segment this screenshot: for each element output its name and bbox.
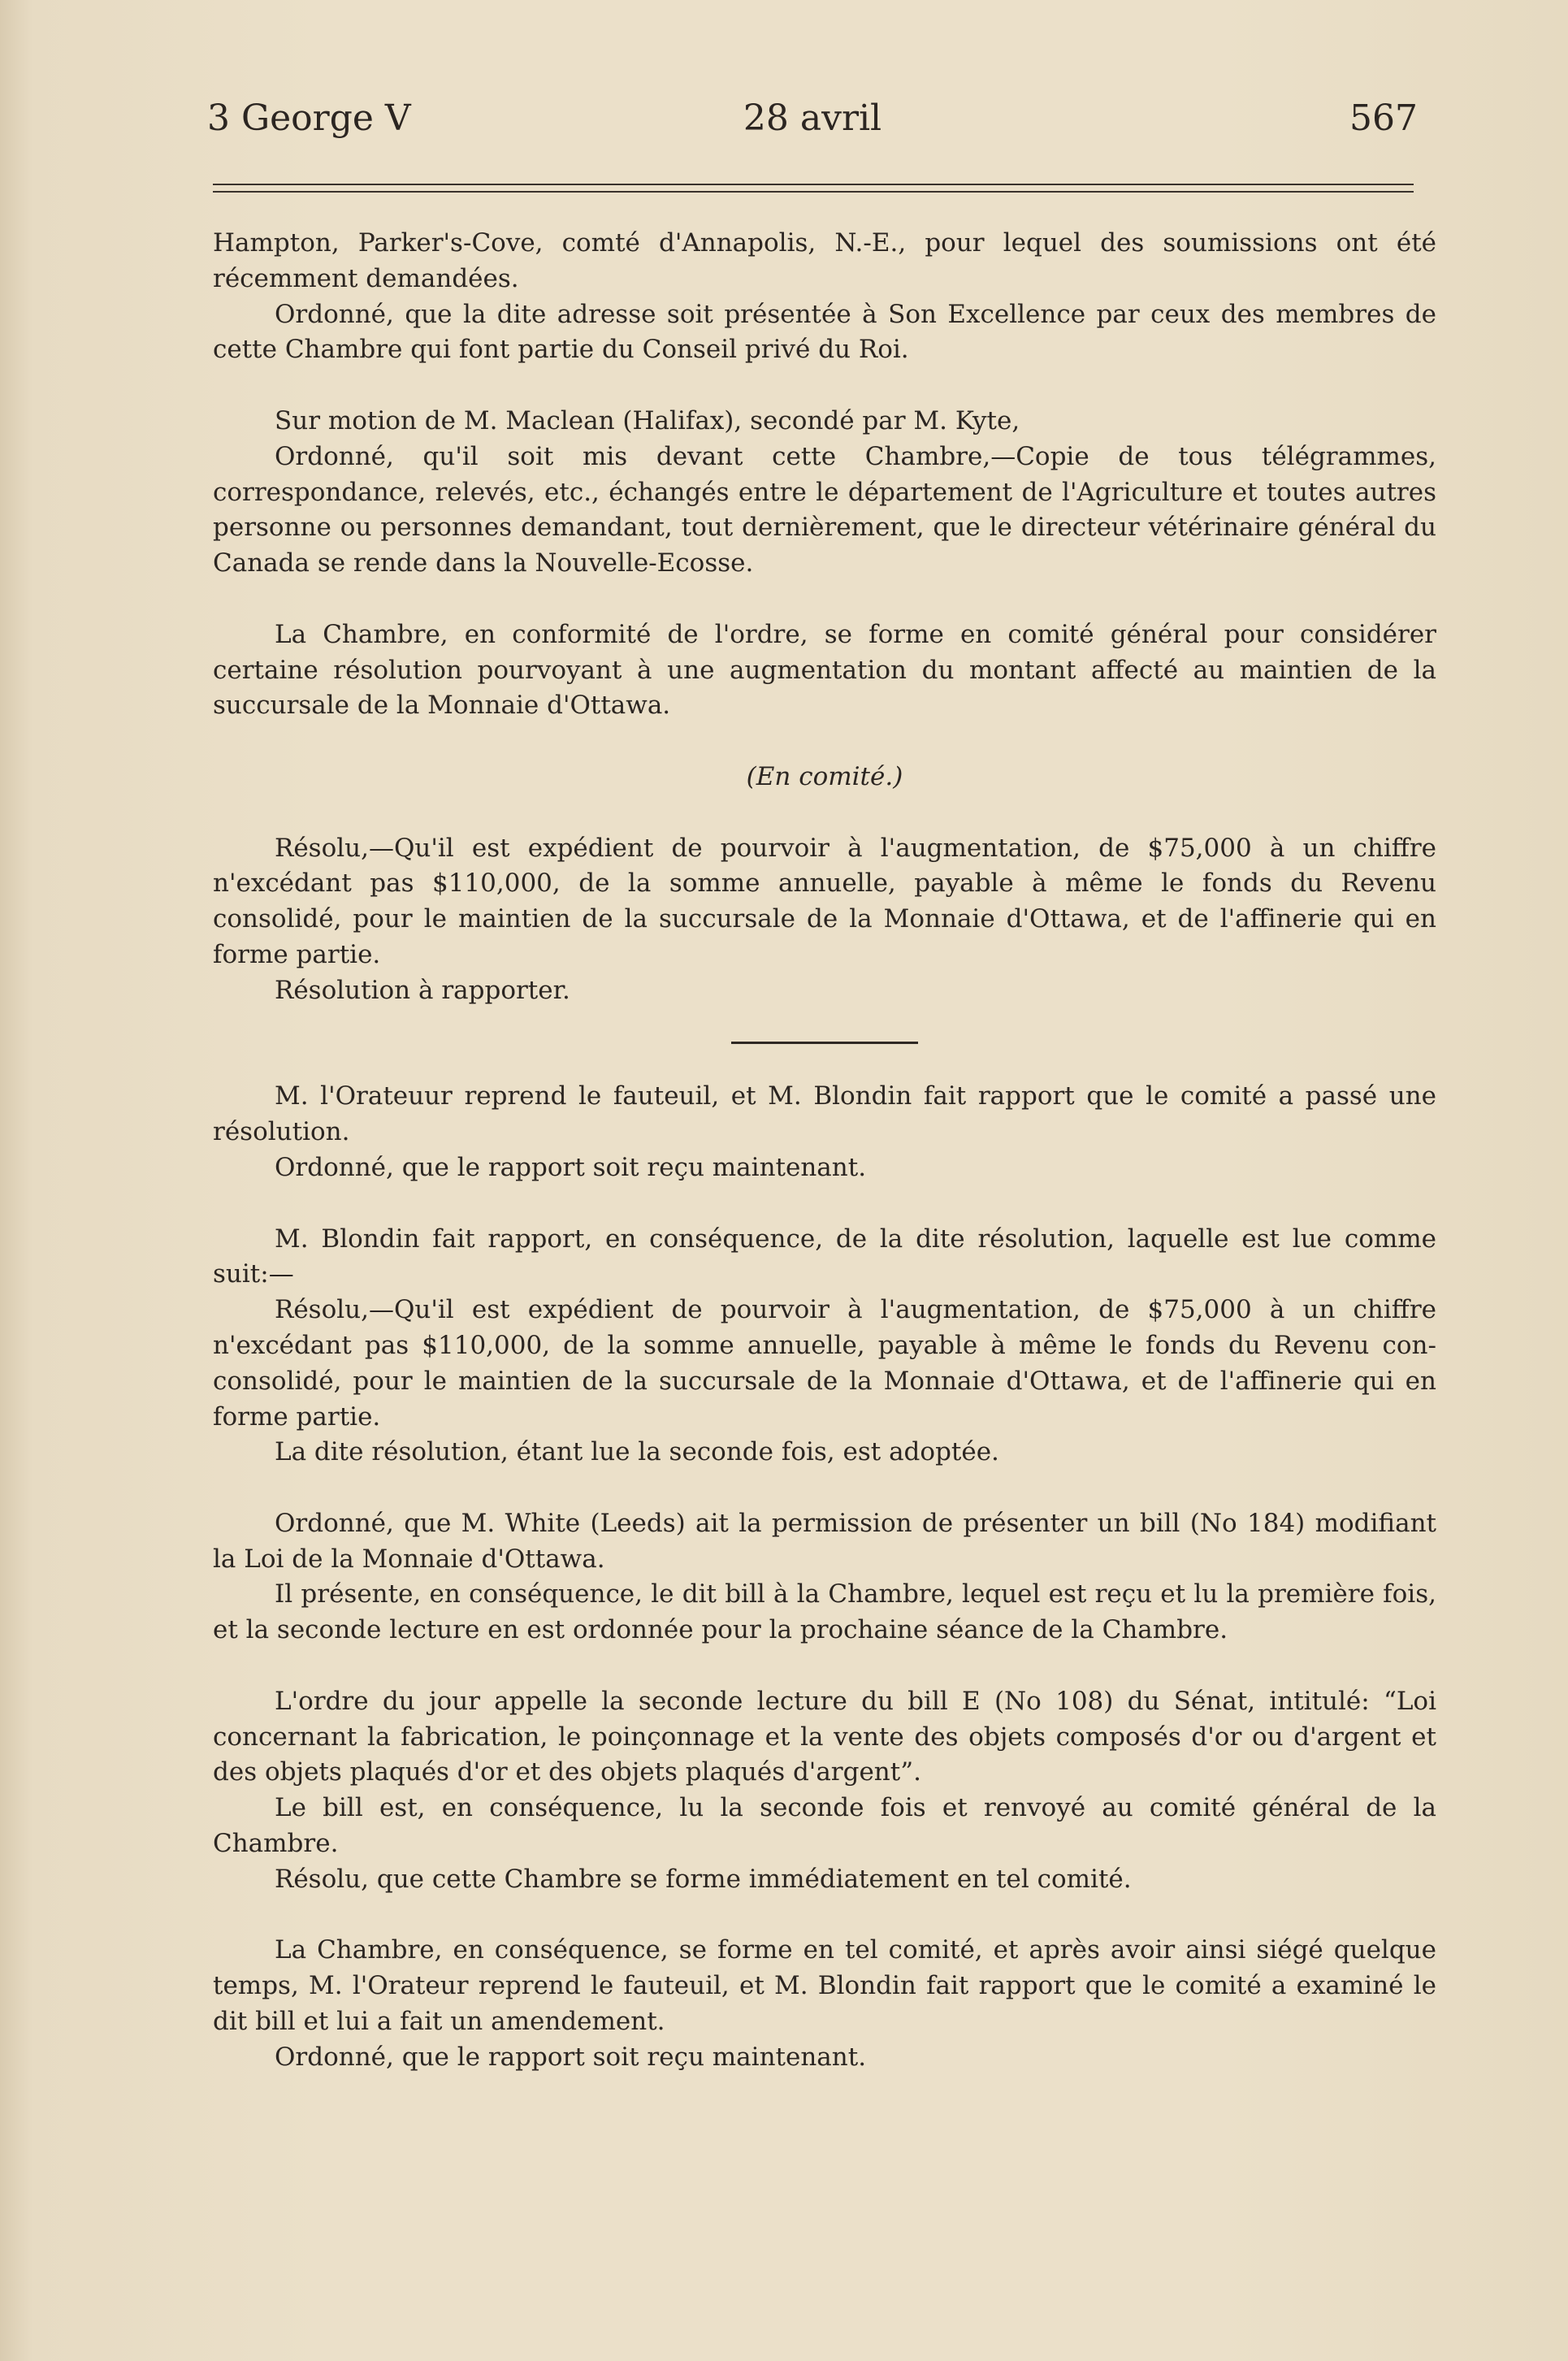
- paragraph: M. l'Orateuur reprend le fauteuil, et M. Blondin fait rapport que le comité a passé une résolution.: [213, 1081, 1436, 1147]
- paragraph: Il présente, en conséquence, le dit bill à la Chambre, lequel est reçu et lu la première fois, et la seconde lecture en est ordonnée pour la prochaine séance de la Chambre.: [213, 1579, 1436, 1645]
- paragraph: Ordonné, que le rapport soit reçu maintenant.: [275, 2042, 867, 2072]
- paragraph: Résolu,—Qu'il est expédient de pourvoir à l'augmentation, de $75,000 à un chiffre n'excédant pas $110,000, de la somme annuelle, payable à même le fonds du Revenu con-consolidé, pour le maintien de la succursale de la Monnaie d'Ottawa, et de l'affinerie qui en forme partie.: [213, 1295, 1436, 1432]
- header-rule-top: [213, 184, 1414, 185]
- paragraph: La dite résolution, étant lue la seconde fois, est adoptée.: [275, 1437, 999, 1467]
- paragraph-gap: [213, 582, 1436, 617]
- paragraph: Hampton, Parker's-Cove, comté d'Annapolis, N.-E., pour lequel des soumissions ont été récemment demandées.: [213, 228, 1436, 293]
- paragraph: La Chambre, en conformité de l'ordre, se forme en comité général pour considérer certaine résolution pourvoyant à une augmentation du montant affecté au maintien de la succursale de la Monnaie d'Ottawa.: [213, 619, 1436, 721]
- paragraph: Ordonné, que le rapport soit reçu maintenant.: [275, 1152, 867, 1182]
- committee-heading: (En comité.): [746, 761, 903, 791]
- header-regnal-year: 3 George V: [207, 97, 411, 139]
- paragraph-gap: [213, 1186, 1436, 1222]
- paragraph: Sur motion de M. Maclean (Halifax), secondé par M. Kyte,: [275, 405, 1020, 435]
- running-header: [207, 97, 1418, 146]
- paragraph: Ordonné, que M. White (Leeds) ait la permission de présenter un bill (No 184) modifiant la Loi de la Monnaie d'Ottawa.: [213, 1508, 1436, 1574]
- paragraph: Résolution à rapporter.: [275, 975, 570, 1005]
- paragraph: Ordonné, que la dite adresse soit présentée à Son Excellence par ceux des membres de cette Chambre qui font partie du Conseil privé du Roi.: [213, 299, 1436, 365]
- paragraph: Résolu, que cette Chambre se forme immédiatement en tel comité.: [275, 1864, 1132, 1894]
- paragraph: La Chambre, en conséquence, se forme en tel comité, et après avoir ainsi siégé quelque temps, M. l'Orateur reprend le fauteuil, et M. Blondin fait rapport que le comité a examiné le dit bill et lui a fait un amendement.: [213, 1935, 1436, 2037]
- paragraph: Le bill est, en conséquence, lu la seconde fois et renvoyé au comité général de la Chambre.: [213, 1793, 1436, 1859]
- paragraph-gap: [213, 1648, 1436, 1684]
- paragraph-gap: [213, 368, 1436, 404]
- page-number: 567: [1349, 97, 1418, 139]
- paragraph-gap: [213, 1898, 1436, 1934]
- paragraph-gap: [213, 795, 1436, 831]
- paragraph-gap: [213, 1044, 1436, 1080]
- paragraph: Ordonné, qu'il soit mis devant cette Chambre,—Copie de tous télégrammes, correspondance, relevés, etc., échangés entre le département de l'Agriculture et toutes autres personne ou personnes demandant, tout dernièrement, que le directeur vétérinaire général du Canada se rende dans la Nouvelle-Ecosse.: [213, 441, 1436, 578]
- paragraph-gap: [213, 724, 1436, 760]
- header-date: 28 avril: [743, 97, 882, 139]
- journal-body: [213, 226, 1436, 2076]
- header-rule-bottom: [213, 191, 1414, 193]
- paragraph: M. Blondin fait rapport, en conséquence, de la dite résolution, laquelle est lue comme suit:—: [213, 1224, 1436, 1289]
- paragraph: L'ordre du jour appelle la seconde lecture du bill E (No 108) du Sénat, intitulé: “Loi concernant la fabrication, le poinçonnage et la vente des objets composés d'or ou d'argent et des objets plaqués d'or et des objets plaqués d'argent”.: [213, 1686, 1436, 1787]
- paragraph: Résolu,—Qu'il est expédient de pourvoir à l'augmentation, de $75,000 à un chiffre n'excédant pas $110,000, de la somme annuelle, payable à même le fonds du Revenu consolidé, pour le maintien de la succursale de la Monnaie d'Ottawa, et de l'affinerie qui en forme partie.: [213, 833, 1436, 969]
- paragraph-gap: [213, 1471, 1436, 1506]
